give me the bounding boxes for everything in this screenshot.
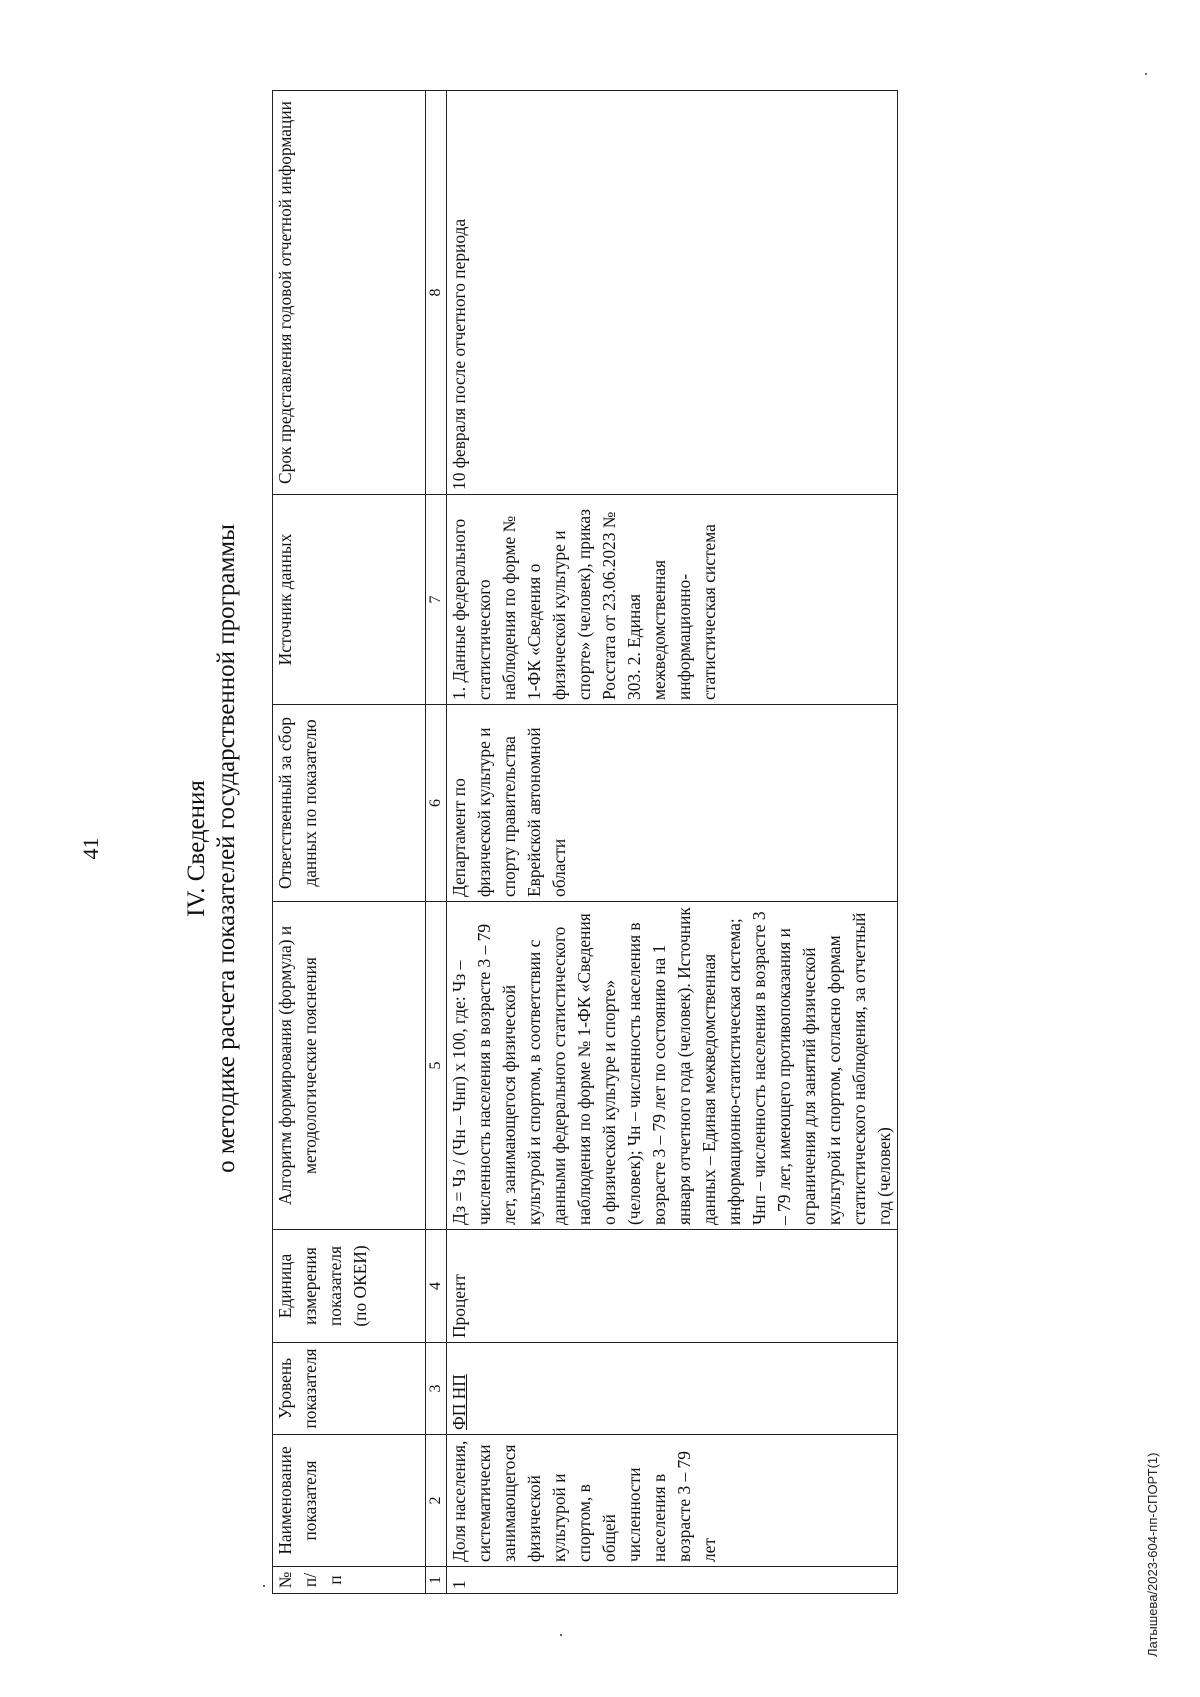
column-number: 7	[426, 495, 447, 705]
indicator-cell: Доля населения, систематически занимающегося физической культурой и спортом, в общей численности населения в возрасте 3 – 79 лет	[447, 1435, 898, 1567]
section-title	[182, 0, 242, 1697]
algorithm-cell: Дз = Чз / (Чн – Чнп) х 100, где: Чз – численность населения в возрасте 3 – 79 лет, занимающегося физической культурой и спортом, в соответствии с данными федерального статистического наблюдения по форме № 1-ФК «Сведения о физической культуре и спорте» (человек); Чн – численность населения в возрасте 3 – 79 лет по состоянию на 1 января отчетного года (человек). Источник данных – Единая межведомственная информационно-статистическая система; Чнп – численность населения в возрасте 3 – 79 лет, имеющего противопоказания и ограничения для занятий физической культурой и спортом, согласно формам статистического наблюдения, за отчетный год (человек)	[447, 902, 898, 1230]
column-number: 4	[426, 1230, 447, 1343]
deadline-cell: 10 февраля после отчетного периода	[447, 91, 898, 495]
page-number: 41	[78, 837, 103, 860]
level-value: ФП НП	[449, 1374, 469, 1430]
column-number-row	[426, 91, 447, 1594]
column-number: 2	[426, 1435, 447, 1567]
header-number: № п/п	[273, 1567, 426, 1594]
responsible-cell: Департамент по физической культуре и спорту правительства Еврейской автономной области	[447, 705, 898, 902]
unit-cell: Процент	[447, 1230, 898, 1343]
row-number-cell: 1	[447, 1567, 898, 1594]
scan-speck	[560, 1634, 562, 1636]
document-code: Латышева/2023-604-пп-СПОРТ(1)	[1145, 1452, 1160, 1657]
column-number: 6	[426, 705, 447, 902]
methodology-table	[272, 90, 898, 1594]
header-row	[273, 91, 426, 1594]
header-source: Источник данных	[273, 495, 426, 705]
section-title-line1: IV. Сведения	[183, 780, 210, 917]
header-algorithm: Алгоритм формирования (формула) и методологические пояснения	[273, 902, 426, 1230]
column-number: 5	[426, 902, 447, 1230]
header-unit: Единица измерения показателя (по ОКЕИ)	[273, 1230, 426, 1343]
scan-speck	[1145, 73, 1147, 75]
header-level: Уровень показателя	[273, 1343, 426, 1435]
scan-speck	[263, 1585, 265, 1587]
header-responsible: Ответственный за сбор данных по показателю	[273, 705, 426, 902]
column-number: 8	[426, 91, 447, 495]
column-number: 1	[426, 1567, 447, 1594]
header-deadline: Срок представления годовой отчетной информации	[273, 91, 426, 495]
source-cell: 1. Данные федерального статистического наблюдения по форме № 1-ФК «Сведения о физической культуре и спорте» (человек), приказ Росстата от 23.06.2023 № 303. 2. Единая межведомственная информационно-статистическая система	[447, 495, 898, 705]
section-title-line2: о методике расчета показателей государственной программы	[213, 524, 240, 1173]
header-indicator: Наименование показателя	[273, 1435, 426, 1567]
level-cell	[447, 1343, 898, 1435]
column-number: 3	[426, 1343, 447, 1435]
table-row	[447, 91, 898, 1594]
